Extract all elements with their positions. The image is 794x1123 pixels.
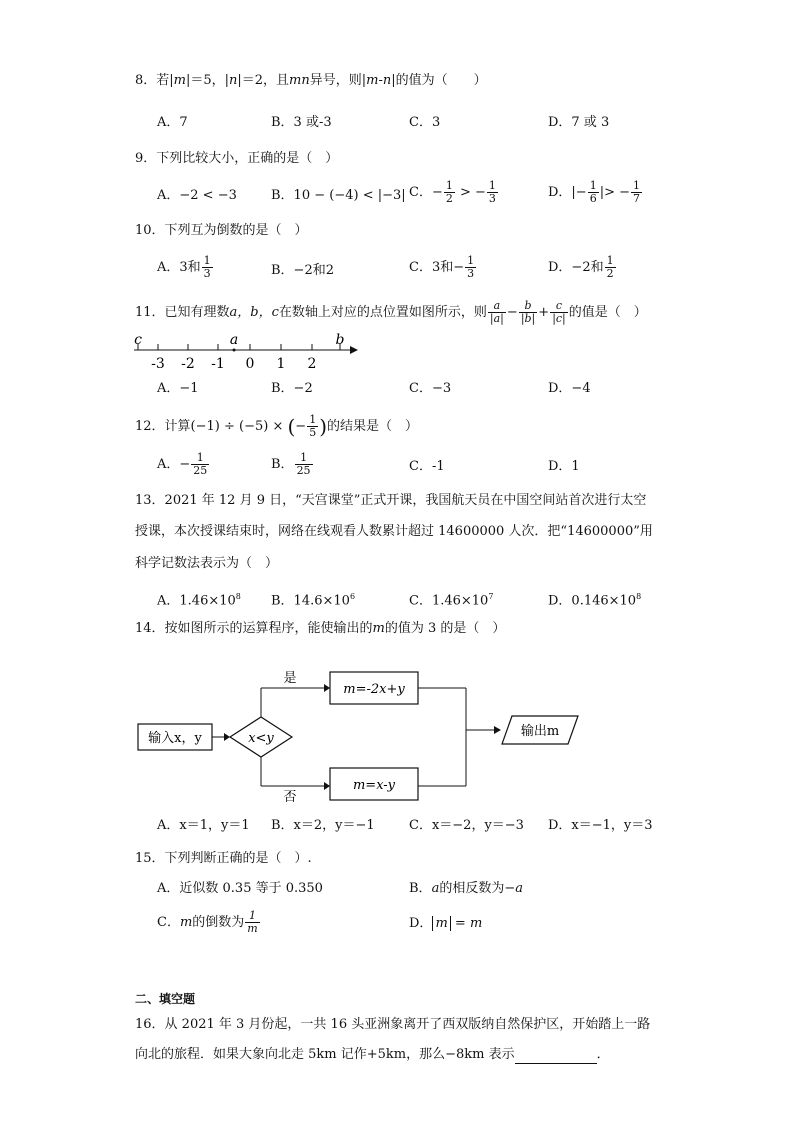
flow-yes-label: 是	[283, 671, 297, 686]
q11-option-b: B．−2	[271, 381, 313, 396]
q16-line-1: 16．从 2021 年 3 月份起，一共 16 头亚洲象离开了西双版纳自然保护区，开始踏上一路	[135, 1017, 651, 1032]
q13-line-3: 科学记数法表示为（ ）	[135, 556, 279, 571]
q15-option-d: D． m = m	[409, 916, 483, 931]
flow-top-process: m=-2x+y	[343, 682, 405, 697]
q8-option-c: C．3	[409, 115, 441, 130]
q12-option-b: B． $\frac{1}{25}$	[271, 451, 311, 477]
q11-option-a: A．−1	[157, 381, 199, 396]
q10-stem: 10．下列互为倒数的是（ ）	[135, 223, 308, 238]
q9-option-d: D．|− $\frac{1}{6}$ |> − $\frac{1}{7}$	[548, 179, 641, 205]
q15-stem: 15．下列判断正确的是（ ）.	[135, 851, 312, 866]
q15-option-a: A．近似数 0.35 等于 0.350	[157, 881, 323, 896]
q13-line-1: 13．2021 年 12 月 9 日，“天宫课堂”正式开课，我国航天员在中国空间站首次进行太空	[135, 493, 647, 508]
q14-option-a: A．x＝1，y＝1	[157, 818, 250, 833]
section-heading: 二、填空题	[135, 992, 196, 1006]
q9-option-c: C．− $\frac{1}{2}$ > − $\frac{1}{3}$	[409, 179, 496, 205]
flow-condition-label: x<y	[248, 731, 274, 746]
q16-line-2: 向北的旅程．如果大象向北走 5km 记作+5km，那么−8km 表示 ．	[135, 1047, 610, 1062]
q9-stem: 9．下列比较大小，正确的是（ ）	[135, 151, 339, 166]
q13-option-a: A．$1.46\times 10^8$	[157, 592, 241, 609]
q15-option-b: B．a的相反数为−a	[409, 881, 523, 896]
q11-stem: 11．已知有理数a，b，c在数轴上对应的点位置如图所示，则 $\frac{a}{|a|}$ − $\frac{b}{|b|}$ + $\frac{c}{|c|}$ 的值是（ ）	[135, 299, 647, 325]
flow-input-label: 输入x，y	[148, 731, 202, 746]
tick-label: -2	[181, 356, 195, 372]
q14-option-c: C．x＝−2，y＝−3	[409, 818, 524, 833]
q11-option-c: C．−3	[409, 381, 452, 396]
answer-blank[interactable]	[515, 1049, 597, 1064]
number-line	[130, 332, 360, 372]
q8-option-b: B．3 或-3	[271, 115, 332, 130]
flow-no-label: 否	[283, 790, 297, 805]
q12-option-d: D．1	[548, 459, 580, 474]
q12-option-c: C．-1	[409, 459, 445, 474]
q8-option-a: A．7	[157, 115, 188, 130]
q10-option-a: A．3和 $\frac{1}{3}$	[157, 254, 211, 280]
point-c-label: c	[134, 332, 142, 348]
q15-option-c: C．m的倒数为 $\frac{1}{m}$	[157, 909, 258, 935]
q13-option-b: B．$14.6\times 10^6$	[271, 592, 356, 609]
tick-label: 0	[245, 356, 255, 372]
q10-option-c: C．3和− $\frac{1}{3}$	[409, 254, 475, 280]
tick-label: -1	[211, 356, 225, 372]
tick-label: -3	[151, 356, 165, 372]
q11-option-d: D．−4	[548, 381, 591, 396]
q13-line-2: 授课，本次授课结束时，网络在线观看人数累计超过 14600000 人次．把“14600000”用	[135, 524, 653, 539]
q13-option-c: C．$1.46\times 10^7$	[409, 592, 494, 609]
q10-option-b: B．−2和2	[271, 263, 334, 278]
q9-option-a: A．−2 < −3	[157, 188, 237, 203]
q8-stem: 8．若|m|＝5，|n|＝2，且mn异号，则|m-n|的值为（ ）	[135, 73, 487, 88]
q12-stem: 12．计算(−1) ÷ (−5) × (− $\frac{1}{5}$ )的结果是（ ）	[135, 413, 419, 439]
tick-label: 1	[276, 356, 286, 372]
tick-label: 2	[307, 356, 317, 372]
point-b-label: b	[335, 332, 345, 348]
flowchart	[130, 660, 590, 810]
flow-output-label: 输出m	[520, 724, 560, 739]
point-a-label: a	[229, 332, 239, 348]
flow-bottom-process: m=x-y	[352, 778, 396, 793]
q14-option-d: D．x＝−1，y＝3	[548, 818, 653, 833]
q10-option-d: D．−2和 $\frac{1}{2}$	[548, 254, 614, 280]
q14-stem: 14．按如图所示的运算程序，能使输出的m的值为 3 的是（ ）	[135, 621, 506, 636]
q13-option-d: D．$0.146\times 10^8$	[548, 592, 642, 609]
q14-option-b: B．x＝2，y＝−1	[271, 818, 375, 833]
q8-option-d: D．7 或 3	[548, 115, 610, 130]
q9-option-b: B．10 − (−4) < |−3|	[271, 188, 406, 203]
q12-option-a: A．− $\frac{1}{25}$	[157, 451, 208, 477]
